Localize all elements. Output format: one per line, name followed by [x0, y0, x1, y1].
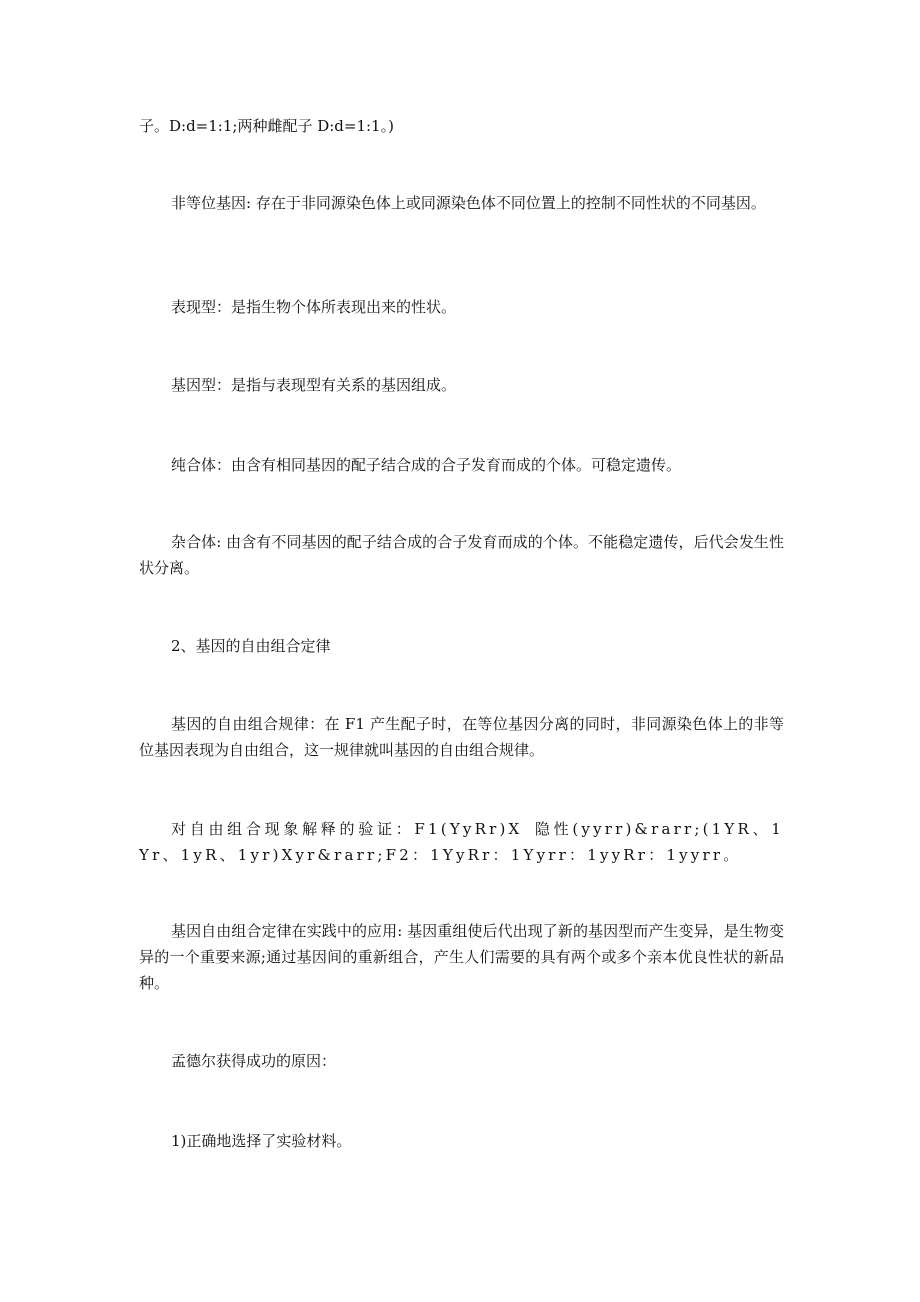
genotype-paragraph: 基因型：是指与表现型有关系的基因组成。 [171, 376, 457, 394]
phenotype-paragraph: 表现型：是指生物个体所表现出来的性状。 [171, 298, 457, 316]
homozygote-paragraph: 纯合体：由含有相同基因的配子结合成的合子发育而成的个体。可稳定遗传。 [171, 456, 682, 474]
continuation-paragraph: 子。D:d=1:1;两种雌配子 D:d=1:1。) [139, 117, 394, 135]
non-allelic-gene-paragraph: 非等位基因: 存在于非同源染色体上或同源染色体不同位置上的控制不同性状的不同基因。 [171, 194, 766, 212]
mendel-success-heading: 孟德尔获得成功的原因： [171, 1052, 337, 1070]
reason-1-paragraph: 1)正确地选择了实验材料。 [171, 1132, 352, 1150]
application-paragraph: 基因自由组合定律在实践中的应用: 基因重组使后代出现了新的基因型而产生变异，是生物变异的一个重要来源;通过基因间的重新组合，产生人们需要的具有两个或多个亲本优良性状的新品种。 [139, 922, 784, 992]
free-combination-law-paragraph: 基因的自由组合规律：在 F1 产生配子时，在等位基因分离的同时，非同源染色体上的非等位基因表现为自由组合，这一规律就叫基因的自由组合规律。 [139, 715, 784, 759]
verification-paragraph: 对自由组合现象解释的验证：F1(YyRr)X 隐性(yyrr)&rarr;(1YR、1Yr、1yR、1yr)Xyr&rarr;F2：1YyRr：1Yyrr：1yyRr：1yyrr。 [139, 820, 784, 864]
section-heading-2: 2、基因的自由组合定律 [171, 637, 331, 655]
heterozygote-paragraph: 杂合体: 由含有不同基因的配子结合成的合子发育而成的个体。不能稳定遗传，后代会发生性状分离。 [139, 533, 784, 577]
